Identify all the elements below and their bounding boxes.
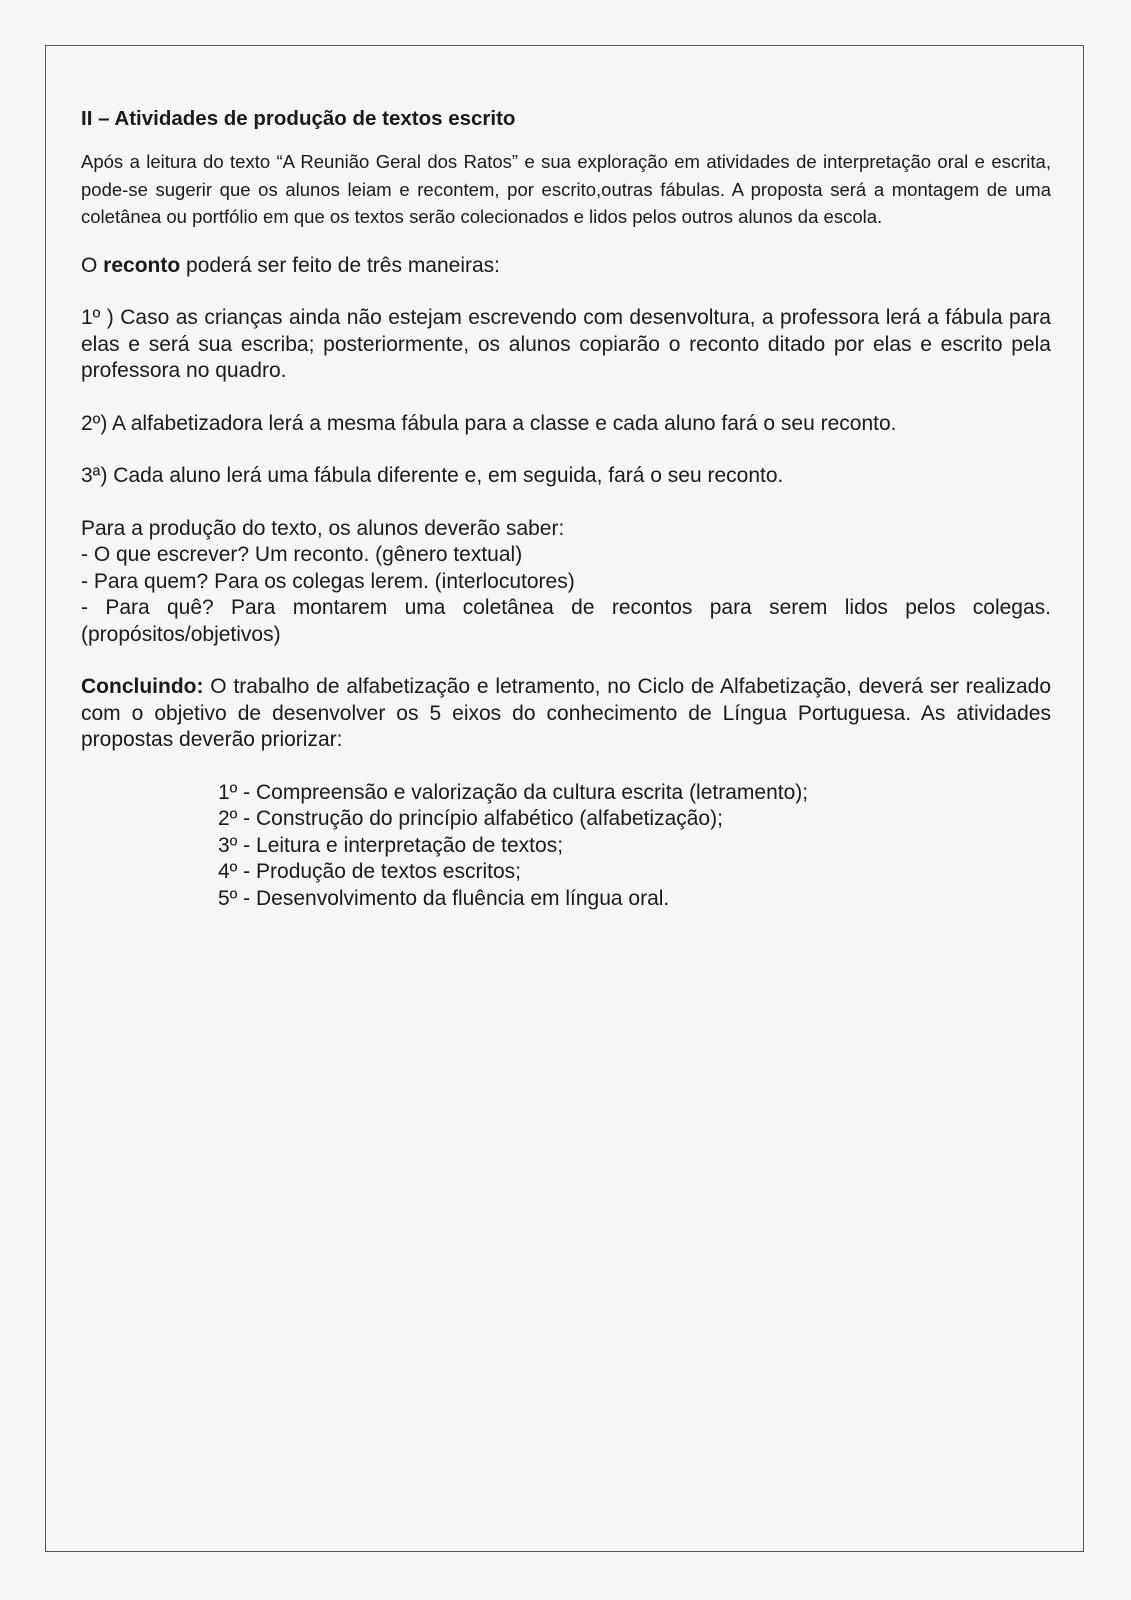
document-body (81, 106, 1051, 912)
conclusion-label: Concluindo: (81, 675, 204, 698)
production-item: - Para quem? Para os colegas lerem. (interlocutores) (81, 569, 575, 593)
axis-item: 5º - Desenvolvimento da fluência em língua oral. (218, 886, 670, 910)
production-block (81, 516, 1051, 649)
reconto-bold: reconto (103, 253, 181, 277)
way-2: 2º) A alfabetizadora lerá a mesma fábula para a classe e cada aluno fará o seu reconto. (81, 411, 897, 435)
axis-item: 4º - Produção de textos escritos; (218, 860, 521, 883)
way-3: 3ª) Cada aluno lerá uma fábula diferente e, em seguida, fará o seu reconto. (81, 464, 784, 487)
reconto-prefix: O (81, 253, 104, 277)
axes-list (81, 780, 1051, 913)
way-1: 1º ) Caso as crianças ainda não estejam escrevendo com desenvoltura, a professora lerá a fábula para elas e será sua escriba; posteriormente, os alunos copiarão o reconto ditado por elas e escrito pela professora no quadro. (81, 306, 1051, 382)
production-item: - Para quê? Para montarem uma coletânea de recontos para serem lidos pelos colegas. (propósitos/objetivos) (81, 596, 1051, 646)
intro-paragraph: Após a leitura do texto “A Reunião Geral dos Ratos” e sua exploração em atividades de interpretação oral e escrita, pode-se sugerir que os alunos leiam e recontem, por escrito,outras fábulas. A proposta será a montagem de uma coletânea ou portfólio em que os textos serão colecionados e lidos pelos outros alunos da escola. (81, 151, 1051, 227)
production-item: - O que escrever? Um reconto. (gênero textual) (81, 543, 523, 566)
section-title: II – Atividades de produção de textos escrito (81, 107, 516, 130)
axis-item: 3º - Leitura e interpretação de textos; (218, 833, 564, 857)
reconto-intro (81, 253, 1051, 280)
axis-item: 1º - Compreensão e valorização da cultura escrita (letramento); (218, 780, 809, 804)
axis-item: 2º - Construção do princípio alfabético (alfabetização); (218, 807, 723, 830)
reconto-suffix: poderá ser feito de três maneiras: (180, 253, 501, 277)
production-intro: Para a produção do texto, os alunos deverão saber: (81, 516, 565, 540)
conclusion-text: O trabalho de alfabetização e letramento, no Ciclo de Alfabetização, deverá ser realizado com o objetivo de desenvolver os 5 eixos do conhecimento de Língua Portuguesa. As atividades propostas deverão priorizar: (81, 675, 1051, 751)
conclusion-paragraph (81, 674, 1051, 754)
